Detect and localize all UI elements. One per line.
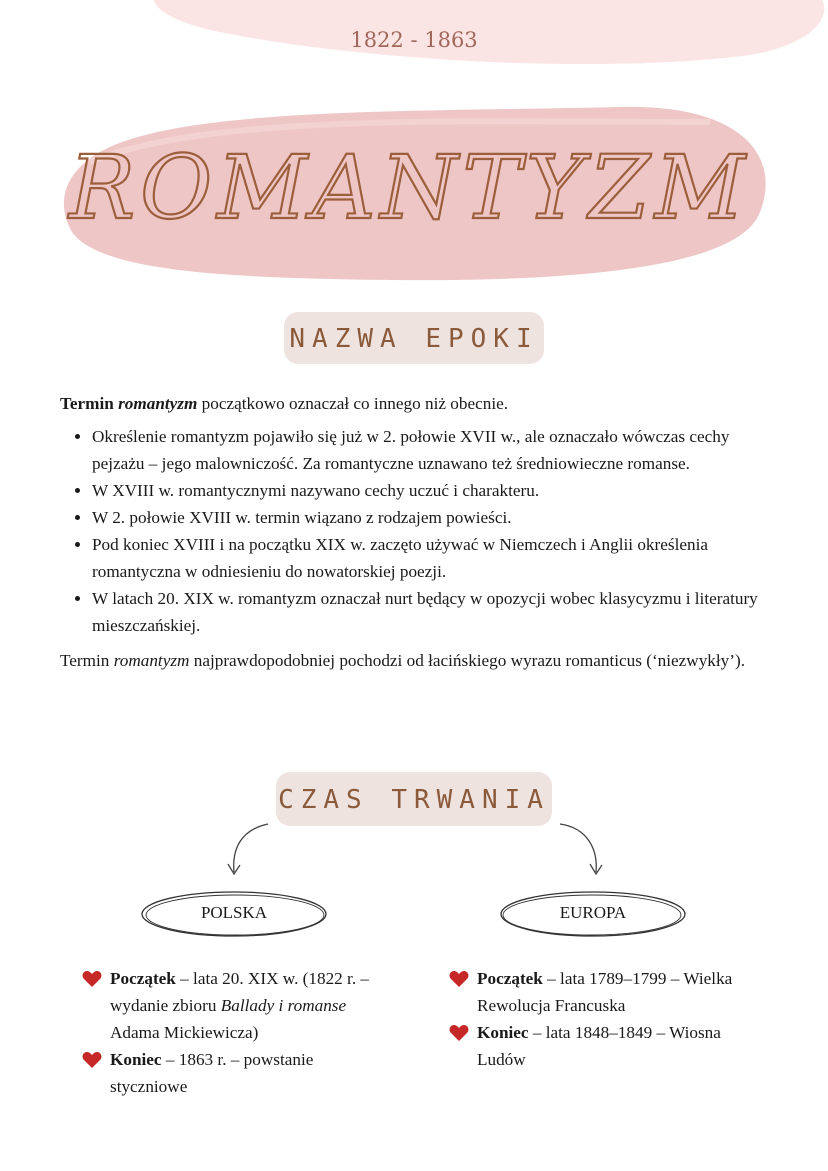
polska-start-label: Początek xyxy=(110,969,176,988)
polska-label: POLSKA xyxy=(200,903,268,922)
list-item: • Określenie romantyzm pojawiło się już w 2. połowie XVII w., ale oznaczało wówczas cechy pejzażu – jego malowniczość. Za romantyczne uznawano też średniowieczne romanse. xyxy=(92,423,780,477)
polska-start-text: – lata 20. XIX w. (1822 r. – wydanie zbioru xyxy=(110,969,370,1015)
branch-arrows xyxy=(0,810,828,910)
europa-end-text: – lata 1848–1849 – Wiosna Ludów xyxy=(477,1023,721,1069)
arrow-left-icon xyxy=(234,824,268,872)
page-title xyxy=(0,122,828,252)
europa-start-text: – lata 1789–1799 – Wielka Rewolucja Francuska xyxy=(477,969,733,1015)
etymology-paragraph xyxy=(60,647,780,674)
list-item xyxy=(449,965,769,1019)
heart-icon xyxy=(449,1024,469,1042)
intro-term: romantyzm xyxy=(118,394,198,413)
etymology-term: romantyzm xyxy=(113,651,190,670)
list-item xyxy=(82,965,392,1046)
intro-rest: początkowo oznaczał co innego niż obecnie. xyxy=(197,394,509,413)
list-item: • W XVIII w. romantycznymi nazywano cechy uczuć i charakteru. xyxy=(92,477,780,504)
polska-start-title: Ballady i romanse xyxy=(220,996,347,1015)
section-heading-name: NAZWA EPOKI xyxy=(284,312,544,364)
polska-end-text: – 1863 r. – powstanie styczniowe xyxy=(110,1050,314,1096)
list-item xyxy=(82,1046,392,1100)
list-item xyxy=(449,1019,769,1073)
intro-paragraph xyxy=(60,390,780,417)
europa-end-label: Koniec xyxy=(477,1023,529,1042)
page-title-text: ROMANTYZM xyxy=(69,136,759,239)
heart-icon xyxy=(82,970,102,988)
section-heading-duration: CZAS TRWANIA xyxy=(276,772,552,826)
era-dates: 1822 - 1863 xyxy=(350,28,478,52)
list-item: • W latach 20. XIX w. romantyzm oznaczał nurt będący w opozycji wobec klasycyzmu i literatury mieszczańskiej. xyxy=(92,585,780,639)
polska-end-label: Koniec xyxy=(110,1050,162,1069)
etymology-start: Termin xyxy=(60,651,114,670)
europa-column xyxy=(449,965,769,1073)
intro-bold: Termin xyxy=(60,394,119,413)
list-item: • W 2. połowie XVIII w. termin wiązano z rodzajem powieści. xyxy=(92,504,780,531)
europa-start-label: Początek xyxy=(477,969,543,988)
section-name-content xyxy=(60,390,780,674)
heart-icon xyxy=(82,1051,102,1069)
history-list xyxy=(60,423,780,639)
heart-icon xyxy=(449,970,469,988)
polska-start-author: Adama Mickiewicza) xyxy=(110,1023,259,1042)
europa-label: EUROPA xyxy=(559,903,627,922)
list-item: • Pod koniec XVIII i na początku XIX w. zaczęto używać w Niemczech i Anglii określenia romantyczna w odniesieniu do nowatorskiej poezji. xyxy=(92,531,780,585)
polska-column xyxy=(82,965,392,1100)
etymology-rest: najprawdopodobniej pochodzi od łacińskiego wyrazu romanticus (‘niezwykły’). xyxy=(189,651,746,670)
